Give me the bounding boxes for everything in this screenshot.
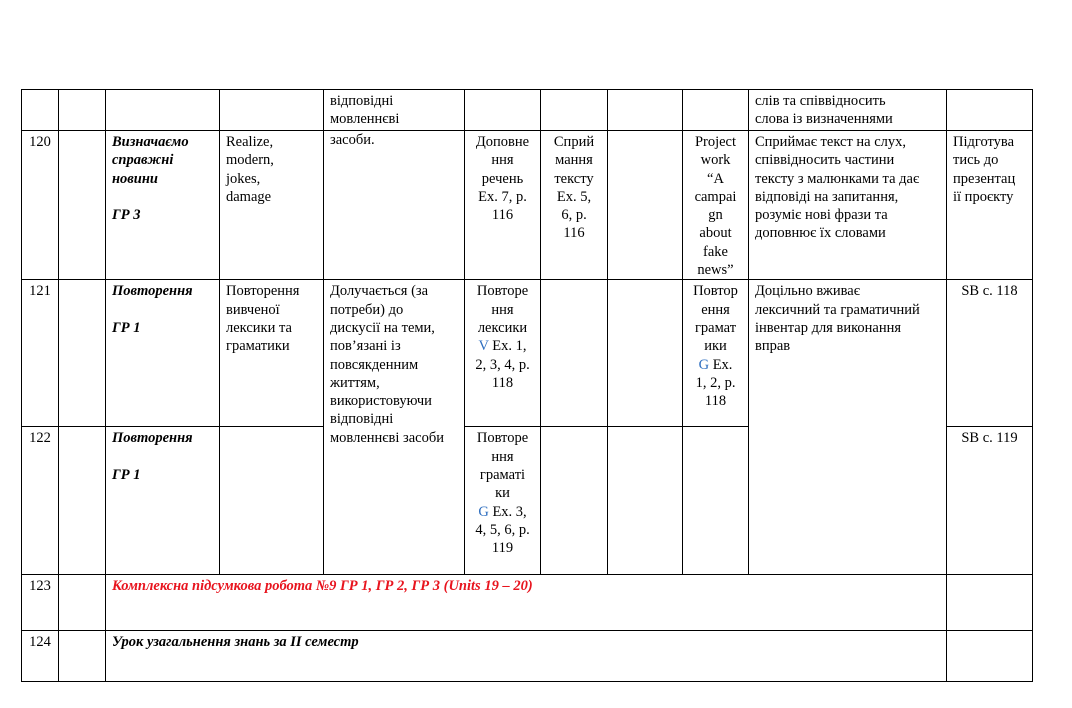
text-line: ики [704,338,727,355]
text-line: jokes, [226,170,261,187]
grammar-marker: G [478,503,489,520]
text-line: Сприймає текст на слух, [755,134,907,150]
topic-line: новини [112,170,158,187]
text-line: gn [708,207,723,224]
text-line: граматі [479,466,526,483]
text-line: ення [701,301,730,318]
text-line: campai [694,188,737,205]
speaking-cell [324,280,465,575]
text-line: work [700,152,731,169]
table-row [22,575,1033,631]
text-line: мання [555,152,593,169]
text-line: мовленнєві засоби [330,429,444,446]
text-line: тексту з малюнками та дає [755,170,920,187]
text-line: лексики та [226,319,292,336]
topic-cell [106,427,220,575]
text-line: слів та співвідносить [755,93,886,109]
grammar-cell [465,427,541,575]
group-label: ГР 1 [112,466,141,483]
reading-cell [541,427,608,575]
text-line: modern, [226,152,274,169]
text-line: речень [481,170,524,187]
text-line: засоби. [330,132,375,148]
homework-cell [947,90,1033,131]
topic-line: справжні [112,152,174,169]
writing-cell [683,90,749,131]
empty-cell [59,131,106,280]
summary-test-cell: Комплексна підсумкова робота №9 ГР 1, ГР 2, ГР 3 (Units 19 – 20) [106,575,947,631]
topic-line: Повторення [112,283,193,300]
text-line: лексичний та граматичний [755,301,920,318]
text-line: fake [703,243,728,260]
text-line: Підготува [953,134,1015,150]
text-line [689,356,742,374]
table-row [22,631,1033,682]
listening-cell [608,90,683,131]
generalization-lesson-cell: Урок узагальнення знань за ІІ семестр [106,631,947,682]
vocab-cell [220,280,324,427]
text-line: повсякденним [330,356,419,373]
text-line: дискусії на теми, [330,319,435,336]
table-row [22,131,1033,280]
topic-cell [106,280,220,427]
text-line: ії проєкту [953,188,1014,205]
text-line: 4, 5, 6, p. [475,521,530,538]
table-row [22,90,1033,131]
reading-cell [541,90,608,131]
outcomes-cell [749,280,947,575]
homework-cell: SB c. 118 [947,280,1033,427]
text-line: Realize, [226,134,274,150]
text-line: Долучається (за [330,283,429,300]
text-line: мовленнєві [330,111,400,128]
grammar-cell [465,90,541,131]
speaking-cell [324,90,465,131]
group-label: ГР 3 [112,206,141,223]
grammar-marker: G [698,356,710,373]
vocab-cell [220,427,324,575]
speaking-cell [324,131,465,280]
text-line: 116 [563,225,585,242]
text-line: використовуючи [330,393,432,410]
text-line: Повторе [476,283,529,300]
text-line: ки [495,485,510,502]
lesson-number-cell: 124 [22,631,59,682]
text-line: ння [491,448,514,465]
homework-cell [947,131,1033,280]
text-line: розуміє нові фрази та [755,207,888,224]
text-line: Доповне [475,134,530,150]
text-line: Project [694,134,737,150]
listening-cell [608,280,683,427]
text-line: damage [226,188,272,205]
exercise-ref: Ex. 3, [488,503,527,520]
text-line: вправ [755,338,791,355]
lesson-plan-table [21,89,1033,682]
grammar-cell [465,131,541,280]
empty-cell [59,90,106,131]
text-line: Сприй [553,134,595,150]
text-line: відповідні [330,93,394,109]
homework-cell: SB c. 119 [947,427,1033,575]
lesson-number-cell: 120 [22,131,59,280]
text-line: Повтор [693,283,738,300]
vocab-cell [220,131,324,280]
text-line: потреби) до [330,301,404,318]
text-line: Повторення [226,283,300,300]
text-line: вивченої [226,301,280,318]
text-line: ння [491,301,514,318]
text-line: about [699,225,732,242]
text-line: 118 [704,393,727,410]
text-line: граматики [226,338,290,355]
text-line: 116 [491,207,514,224]
outcomes-cell [749,90,947,131]
text-line: “A [707,170,724,187]
text-line: відповідні [330,411,394,428]
text-line: слова із визначеннями [755,111,893,128]
text-line: 119 [491,540,514,557]
text-line: презентац [953,170,1016,187]
reading-cell [541,280,608,427]
text-line: 118 [491,374,514,391]
writing-cell [683,280,749,427]
empty-cell [59,631,106,682]
text-line: 1, 2, p. [695,374,736,391]
lesson-number-cell: 123 [22,575,59,631]
exercise-ref: Ex. 1, [488,338,527,355]
topic-cell [106,90,220,131]
text-line: співвідносить частини [755,152,895,169]
writing-cell [683,427,749,575]
topic-cell [106,131,220,280]
lesson-number-cell: 121 [22,280,59,427]
exercise-ref: Ex. [709,356,733,373]
text-line: Ex. 7, p. [478,188,527,205]
table-row [22,280,1033,427]
topic-line: Повторення [112,430,193,447]
homework-cell [947,575,1033,631]
text-line: інвентар для виконання [755,319,902,336]
text-line: життям, [330,374,380,391]
text-line: відповіді на запитання, [755,188,899,205]
text-line: Повторе [476,430,529,447]
text-line [471,503,534,521]
text-line: пов’язані із [330,338,401,355]
vocab-cell [220,90,324,131]
grammar-cell [465,280,541,427]
empty-cell [59,280,106,427]
text-line: Ex. 5, [556,188,592,205]
text-line: тись до [953,152,999,169]
topic-line: Визначаємо [112,134,189,150]
text-line: news” [697,262,734,279]
homework-cell [947,631,1033,682]
text-line: 2, 3, 4, p. [475,356,530,373]
listening-cell [608,131,683,280]
outcomes-cell [749,131,947,280]
writing-cell [683,131,749,280]
reading-cell [541,131,608,280]
text-line: 6, p. [561,207,587,224]
text-line: Доцільно вживає [755,283,860,300]
text-line: лексики [477,319,528,336]
text-line: ння [491,152,514,169]
lesson-number-cell [22,90,59,131]
empty-cell [59,575,106,631]
listening-cell [608,427,683,575]
group-label: ГР 1 [112,319,141,336]
lesson-number-cell: 122 [22,427,59,575]
vocabulary-marker: V [478,338,489,355]
empty-cell [59,427,106,575]
text-line: тексту [554,170,594,187]
text-line [471,337,534,355]
text-line: доповнює їх словами [755,225,886,242]
text-line: грамат [694,319,737,336]
